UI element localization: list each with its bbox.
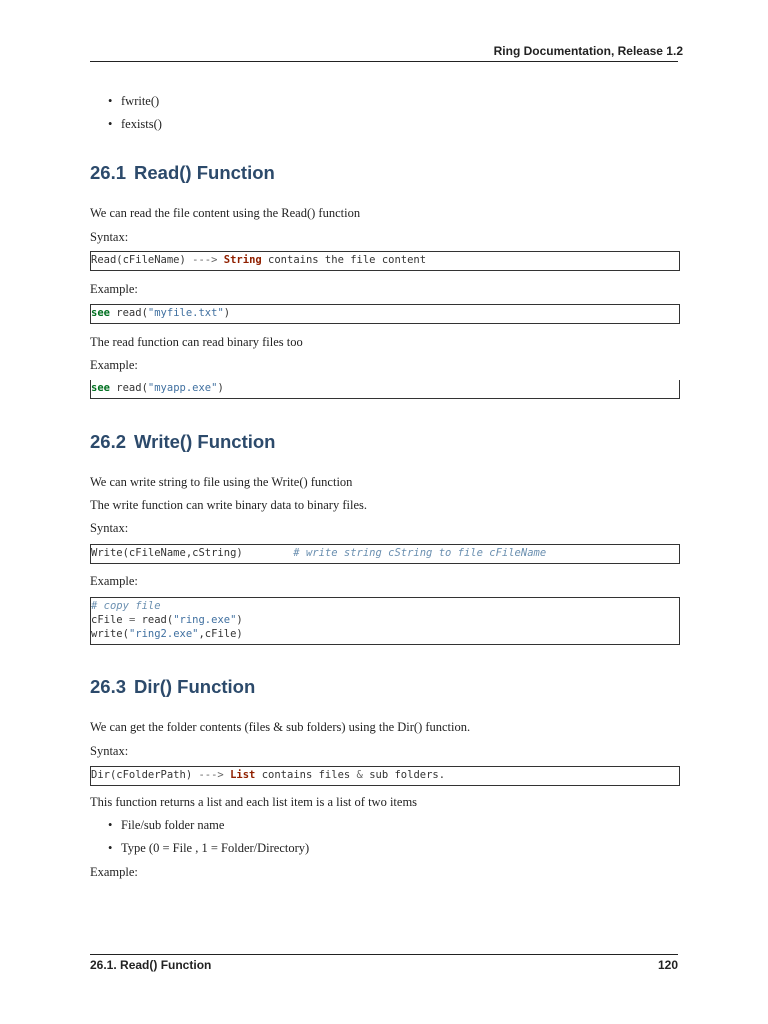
- list-item: • Type (0 = File , 1 = Folder/Directory): [121, 838, 309, 861]
- section-heading-read: [90, 162, 275, 184]
- code-block-read-syntax: Read(cFileName) ---> String contains the file content: [90, 251, 680, 271]
- code-block-write-syntax: Write(cFileName,cString) # write string cString to file cFileName: [90, 544, 680, 564]
- code-block-write-example: # copy file cFile = read("ring.exe") write("ring2.exe",cFile): [90, 597, 680, 645]
- syntax-label: Syntax:: [90, 521, 129, 535]
- header-rule: [90, 61, 678, 62]
- paragraph: This function returns a list and each list item is a list of two items: [90, 795, 418, 809]
- list-item: • File/sub folder name: [121, 815, 309, 838]
- list-item: • fwrite(): [121, 91, 162, 114]
- paragraph: We can read the file content using the Read() function: [90, 206, 361, 220]
- example-label: Example:: [90, 358, 138, 372]
- page-number: 120: [657, 958, 678, 972]
- section-number: 26.2: [90, 431, 127, 452]
- running-header: Ring Documentation, Release 1.2: [493, 44, 683, 58]
- running-footer-section: 26.1. Read() Function: [90, 958, 212, 972]
- example-label: Example:: [90, 282, 138, 296]
- paragraph: We can write string to file using the Write() function: [90, 475, 353, 489]
- intro-bullet-list: [90, 91, 162, 137]
- dir-bullet-list: [90, 815, 309, 861]
- section-heading-dir: [90, 676, 255, 698]
- section-title: Read() Function: [134, 162, 275, 183]
- code-block-read-binary: see read("myapp.exe"): [90, 380, 680, 399]
- section-title: Dir() Function: [134, 676, 256, 697]
- syntax-label: Syntax:: [90, 230, 129, 244]
- list-item: • fexists(): [121, 114, 162, 137]
- code-block-dir-syntax: Dir(cFolderPath) ---> List contains files & sub folders.: [90, 766, 680, 786]
- section-title: Write() Function: [134, 431, 276, 452]
- footer-rule: [90, 954, 678, 955]
- paragraph: The write function can write binary data to binary files.: [90, 498, 367, 512]
- section-number: 26.3: [90, 676, 127, 697]
- code-block-read-example: see read("myfile.txt"): [90, 304, 680, 324]
- paragraph: We can get the folder contents (files & sub folders) using the Dir() function.: [90, 720, 471, 734]
- paragraph: The read function can read binary files too: [90, 335, 303, 349]
- example-label: Example:: [90, 574, 138, 588]
- syntax-label: Syntax:: [90, 744, 129, 758]
- example-label: Example:: [90, 865, 138, 879]
- section-heading-write: [90, 431, 276, 453]
- section-number: 26.1: [90, 162, 127, 183]
